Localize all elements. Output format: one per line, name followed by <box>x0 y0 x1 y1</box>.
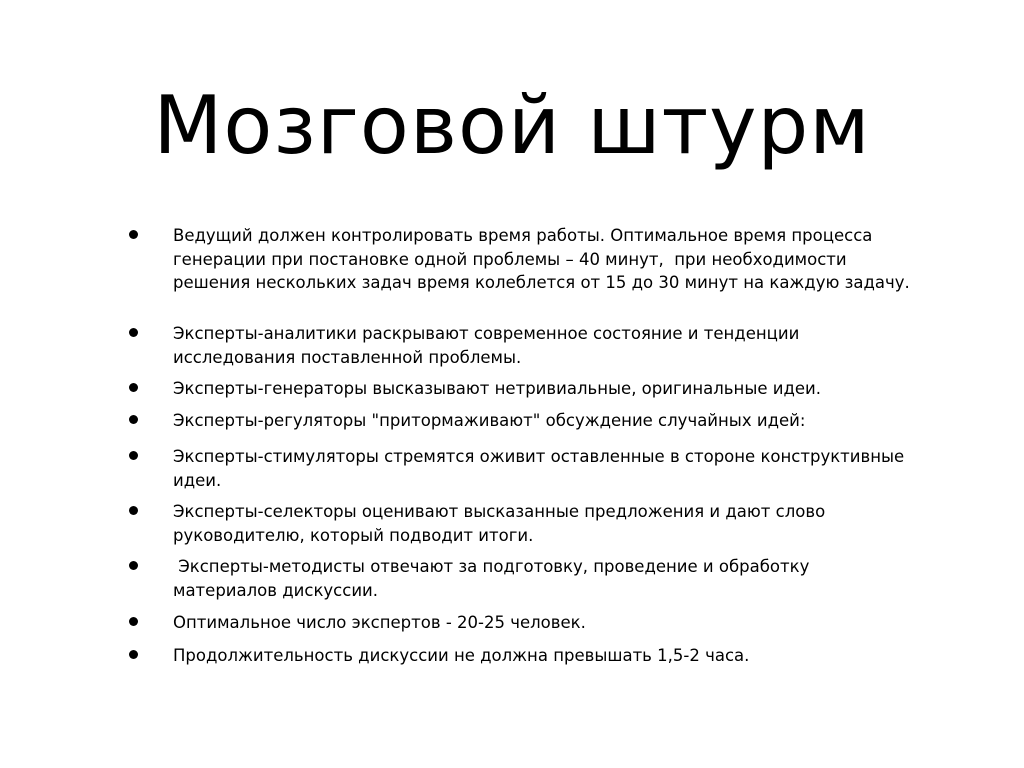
bullet-icon <box>129 617 138 626</box>
bullet-text: Продолжительность дискуссии не должна превышать 1,5-2 часа. <box>173 646 750 665</box>
bullet-icon <box>129 230 138 239</box>
bullet-text: Эксперты-аналитики раскрывают современное состояние и тенденции исследования поставленной проблемы. <box>173 324 805 367</box>
bullet-icon <box>129 328 138 337</box>
bullet-icon <box>129 451 138 460</box>
bullet-text: Эксперты-стимуляторы стремятся оживит оставленные в стороне конструктивные идеи. <box>173 447 910 490</box>
bullet-icon <box>129 383 138 392</box>
bullet-text: Оптимальное число экспертов - 20-25 человек. <box>173 613 586 632</box>
bullet-icon <box>129 650 138 659</box>
bullet-text: Эксперты-селекторы оценивают высказанные предложения и дают слово руководителю, который подводит итоги. <box>173 502 831 545</box>
bullet-text: Ведущий должен контролировать время работы. Оптимальное время процесса генерации при постановке одной проблемы – 40 минут, при необходимости решения нескольких задач время колеблется от 15 до 30 минут на каждую задачу. <box>173 226 910 292</box>
bullet-text: Эксперты-генераторы высказывают нетривиальные, оригинальные идеи. <box>173 379 821 398</box>
bullet-icon <box>129 506 138 515</box>
bullet-icon <box>129 561 138 570</box>
bullet-text: Эксперты-методисты отвечают за подготовку, проведение и обработку материалов дискуссии. <box>173 557 815 600</box>
bullet-icon <box>129 415 138 424</box>
slide-title: Мозговой штурм <box>153 79 871 172</box>
bullet-text: Эксперты-регуляторы "притормаживают" обсуждение случайных идей: <box>173 411 806 430</box>
